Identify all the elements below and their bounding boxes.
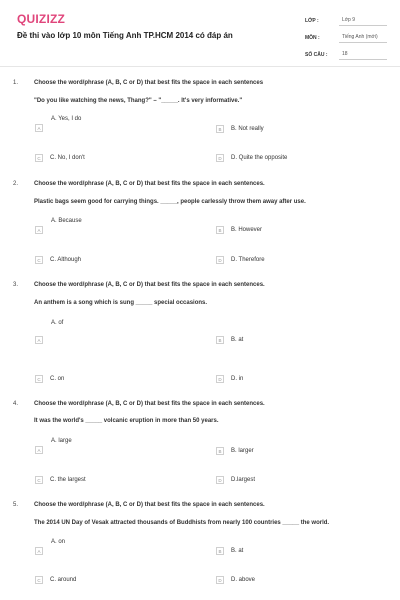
- question-number: 2.: [13, 181, 19, 187]
- option-box[interactable]: A: [35, 547, 43, 555]
- question-instruction: Choose the word/phrase (A, B, C or D) that best fits the space in each sentences.: [34, 502, 265, 508]
- option-box[interactable]: D: [216, 154, 224, 162]
- option-box[interactable]: A: [35, 336, 43, 344]
- option-box[interactable]: B: [216, 447, 224, 455]
- option-label: B. However: [231, 227, 263, 233]
- option-label: B. at: [231, 548, 244, 554]
- option-label: C. around: [50, 577, 77, 583]
- option-label: A. of: [51, 320, 64, 326]
- option-label: C. No, I don't: [50, 155, 85, 161]
- option-label: A. on: [51, 539, 66, 545]
- option-label: B. at: [231, 337, 244, 343]
- question-text: Plastic bags seem good for carrying things. _____, people carlessly throw them away after use.: [34, 199, 306, 205]
- question-number: 5.: [13, 502, 19, 508]
- option-label: D. Quite the opposite: [231, 155, 288, 161]
- option-box[interactable]: B: [216, 125, 224, 133]
- meta-row-count: [305, 46, 387, 60]
- worksheet-meta: [305, 12, 387, 63]
- quizizz-logo: QUIZIZZ: [17, 12, 66, 26]
- option-label: A. large: [51, 438, 72, 444]
- meta-row-subject: [305, 29, 387, 43]
- option-box[interactable]: C: [35, 154, 43, 162]
- option-box[interactable]: A: [35, 226, 43, 234]
- option-label: D. above: [231, 577, 256, 583]
- option-box[interactable]: C: [35, 576, 43, 584]
- question-instruction: Choose the word/phrase (A, B, C or D) that best fits the space in each sentences.: [34, 401, 265, 407]
- option-label: A. Yes, I do: [51, 116, 82, 122]
- question-text: The 2014 UN Day of Vesak attracted thousands of Buddhists from nearly 100 countries _____ the world.: [34, 520, 330, 526]
- option-label: C. on: [50, 376, 65, 382]
- meta-value: Tiếng Anh (mới): [339, 34, 387, 43]
- question-text: It was the world's _____ volcanic eruption in more than 50 years.: [34, 418, 219, 424]
- option-box[interactable]: C: [35, 375, 43, 383]
- option-box[interactable]: C: [35, 476, 43, 484]
- option-box[interactable]: D: [216, 256, 224, 264]
- option-label: B. larger: [231, 448, 254, 454]
- option-box[interactable]: D: [216, 476, 224, 484]
- option-box[interactable]: D: [216, 375, 224, 383]
- worksheet-title: Đề thi vào lớp 10 môn Tiếng Anh TP.HCM 2014 có đáp án: [17, 31, 233, 40]
- question-instruction: Choose the word/phrase (A, B, C or D) that best fits the space in each sentences.: [34, 181, 265, 187]
- option-box[interactable]: A: [35, 124, 43, 132]
- meta-label: LỚP :: [305, 18, 319, 24]
- question-text: An anthem is a song which is sung _____ special occasions.: [34, 300, 208, 306]
- option-box[interactable]: B: [216, 336, 224, 344]
- option-box[interactable]: B: [216, 547, 224, 555]
- question-instruction: Choose the word/phrase (A, B, C or D) that best fits the space in each sentences: [34, 80, 264, 86]
- question-number: 3.: [13, 282, 19, 288]
- question-text: "Do you like watching the news, Thang?" – "_____. It's very informative.": [34, 98, 243, 104]
- question-number: 4.: [13, 401, 19, 407]
- meta-value: 18: [339, 51, 387, 60]
- header-divider: [0, 66, 400, 67]
- option-label: C. Although: [50, 257, 82, 263]
- question-number: 1.: [13, 80, 19, 86]
- option-label: C. the largest: [50, 477, 86, 483]
- option-label: D. in: [231, 376, 244, 382]
- option-box[interactable]: A: [35, 446, 43, 454]
- option-label: D. Therefore: [231, 257, 265, 263]
- option-label: D.largest: [231, 477, 256, 483]
- meta-label: MÔN :: [305, 35, 320, 41]
- meta-label: SỐ CÂU :: [305, 52, 328, 58]
- option-label: A. Because: [51, 218, 82, 224]
- option-box[interactable]: C: [35, 256, 43, 264]
- question-instruction: Choose the word/phrase (A, B, C or D) that best fits the space in each sentences.: [34, 282, 265, 288]
- option-box[interactable]: D: [216, 576, 224, 584]
- meta-row-class: [305, 12, 387, 26]
- option-label: B. Not really: [231, 126, 264, 132]
- option-box[interactable]: B: [216, 226, 224, 234]
- meta-value: Lớp 9: [339, 17, 387, 26]
